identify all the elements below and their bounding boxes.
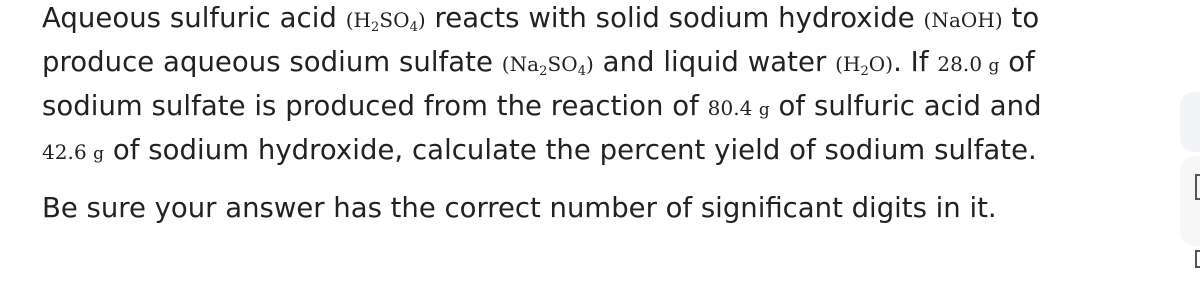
quantity-sodium-hydroxide: 42.6 g [42,140,105,164]
side-panel-button-edge[interactable] [1180,156,1200,246]
problem-line-1 [42,0,1172,40]
text: and liquid water [593,46,836,78]
formula-sulfuric-acid: $(H_2SO_4)$ [345,8,426,35]
formula-water: $(H_2O)$ [835,52,894,79]
problem-line-4 [42,128,1172,172]
quantity-sodium-sulfate: 28.0 g [937,52,1000,76]
text: of sodium hydroxide, calculate the percent yield of sodium sulfate. [104,134,1037,166]
text: reacts with solid sodium hydroxide [425,2,924,34]
formula-sodium-hydroxide: (NaOH) [923,8,1003,32]
bracket-icon [1195,174,1200,200]
text: to [1002,2,1040,34]
text: . If [893,46,938,78]
text: of [999,46,1035,78]
quantity-sulfuric-acid: 80.4 g [707,96,770,120]
text: Aqueous sulfuric acid [42,2,346,34]
problem-statement [42,0,1172,172]
problem-line-2 [42,40,1172,84]
side-panel-button-edge[interactable] [1180,92,1200,152]
text: of sulfuric acid and [769,90,1042,122]
problem-line-3 [42,84,1172,128]
bracket-icon [1195,250,1200,268]
formula-sodium-sulfate: $(Na_2SO_4)$ [501,52,594,79]
instruction-text: Be sure your answer has the correct number of significant digits in it. [42,192,997,224]
text: sodium sulfate is produced from the reaction of [42,90,708,122]
text: produce aqueous sodium sulfate [42,46,502,78]
